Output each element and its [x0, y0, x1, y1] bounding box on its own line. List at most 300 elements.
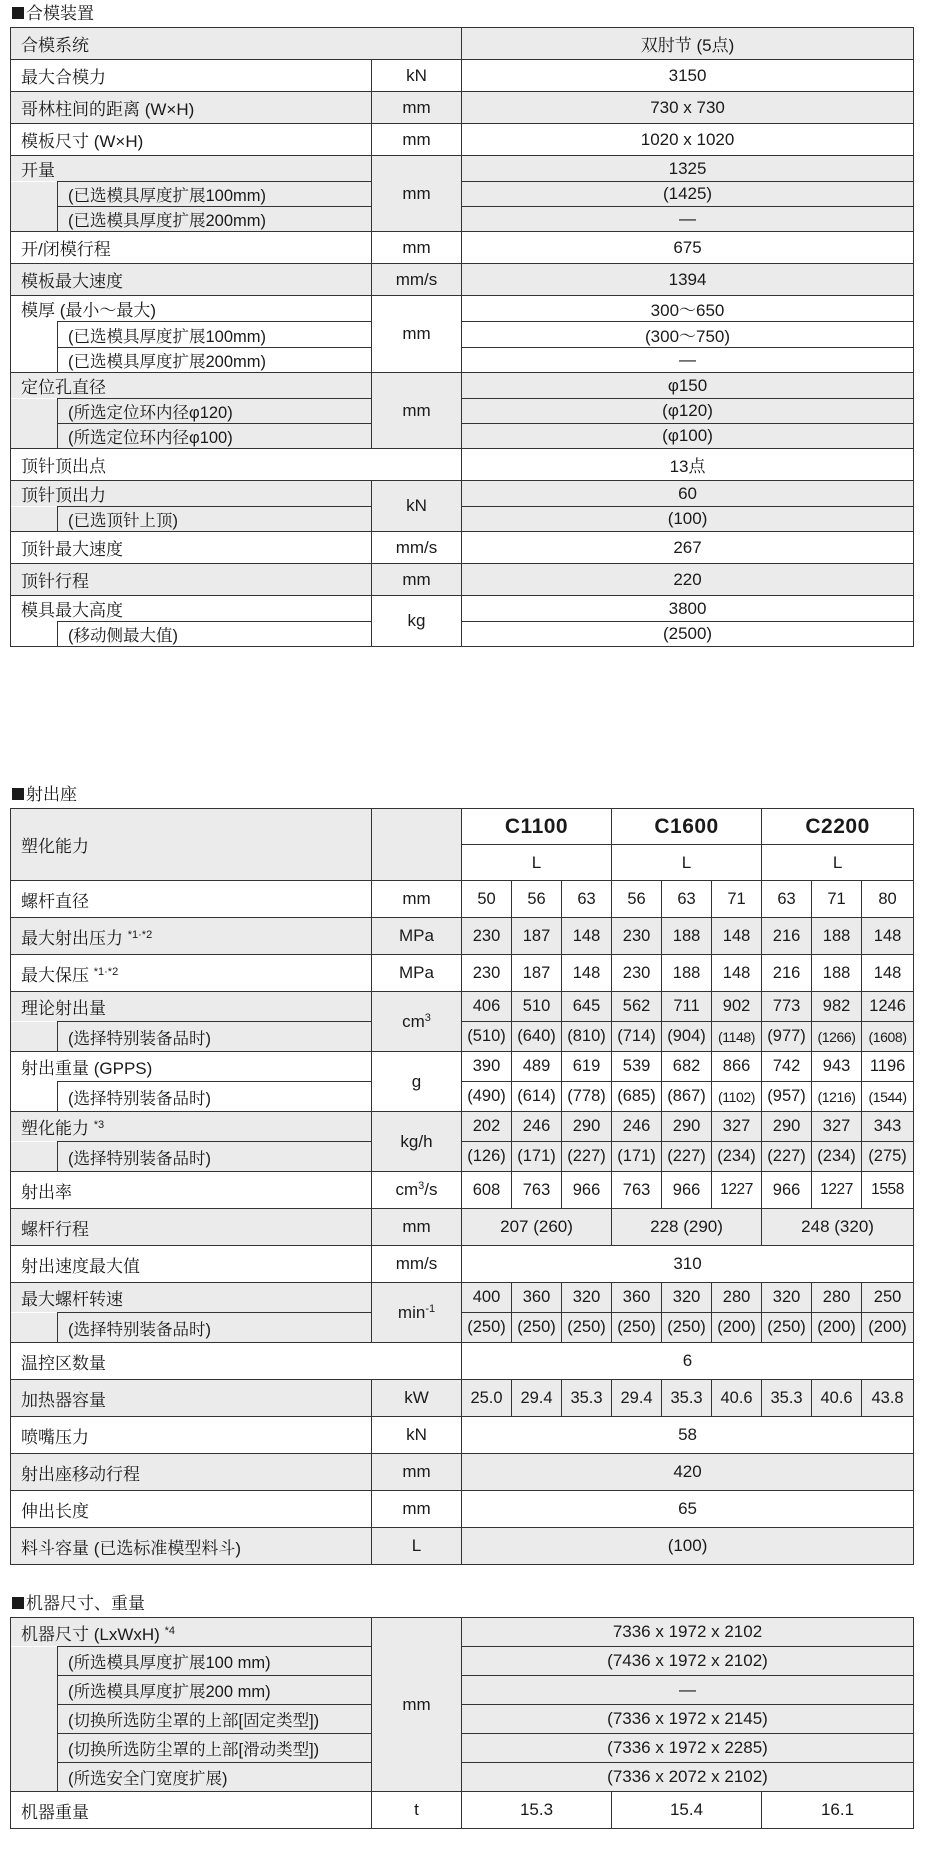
table-cell: (已选顶针上顶): [58, 507, 372, 532]
table-cell: 619: [562, 1052, 612, 1082]
table-cell: 58: [462, 1417, 914, 1454]
table-cell: 40.6: [712, 1380, 762, 1417]
table-cell: 562: [612, 992, 662, 1022]
table-cell: [11, 399, 58, 424]
table-cell: [11, 1647, 58, 1676]
table-cell: 温控区数量: [11, 1343, 462, 1380]
table-cell: 711: [662, 992, 712, 1022]
table-cell: 1246: [862, 992, 914, 1022]
table-cell: 最大合模力: [11, 60, 372, 92]
table-row: [11, 296, 914, 322]
table-row: [11, 424, 914, 449]
table-row: [11, 1417, 914, 1454]
table-row: [11, 1022, 914, 1052]
table-cell: (490): [462, 1082, 512, 1112]
table-cell: [11, 1313, 58, 1343]
table-cell: 290: [662, 1112, 712, 1142]
table-cell: (234): [812, 1142, 862, 1172]
table-cell: 理论射出量: [11, 992, 372, 1022]
table-cell: mm: [372, 373, 462, 449]
table-cell: (171): [612, 1142, 662, 1172]
table-cell: 开量: [11, 156, 372, 182]
table-cell: 伸出长度: [11, 1491, 372, 1528]
table-cell: (685): [612, 1082, 662, 1112]
clamp-system-label: 合模系统: [11, 28, 462, 60]
table-cell: 188: [662, 918, 712, 955]
table-cell: 675: [462, 232, 914, 264]
table-cell: 定位孔直径: [11, 373, 372, 399]
table-cell: 902: [712, 992, 762, 1022]
table-cell: (957): [762, 1082, 812, 1112]
table-cell: 加热器容量: [11, 1380, 372, 1417]
table-row: [11, 596, 914, 622]
table-cell: (1148): [712, 1022, 762, 1052]
table-cell: (275): [862, 1142, 914, 1172]
table-cell: 3800: [462, 596, 914, 622]
table-cell: 360: [612, 1283, 662, 1313]
table-cell: (7336 x 2072 x 2102): [462, 1763, 914, 1792]
table-cell: kg/h: [372, 1112, 462, 1172]
square-bullet-icon: [12, 7, 24, 19]
table-cell: 267: [462, 532, 914, 564]
table-cell: kW: [372, 1380, 462, 1417]
machine-section-title: 机器尺寸、重量: [12, 1594, 145, 1614]
table-cell: 148: [712, 918, 762, 955]
table-row: [11, 1380, 914, 1417]
table-row: [11, 955, 914, 992]
table-cell: 207 (260): [462, 1209, 612, 1246]
table-cell: —: [462, 1676, 914, 1705]
table-cell: MPa: [372, 955, 462, 992]
table-cell: 280: [712, 1283, 762, 1313]
table-cell: 682: [662, 1052, 712, 1082]
table-cell: 射出率: [11, 1172, 372, 1209]
table-cell: 320: [562, 1283, 612, 1313]
square-bullet-icon: [12, 1597, 24, 1609]
table-cell: 喷嘴压力: [11, 1417, 372, 1454]
table-row: [11, 1052, 914, 1082]
table-row: [11, 156, 914, 182]
table-cell: [372, 845, 462, 881]
table-cell: (227): [762, 1142, 812, 1172]
table-cell: (250): [762, 1313, 812, 1343]
table-cell: 327: [712, 1112, 762, 1142]
table-cell: (1425): [462, 182, 914, 207]
table-cell: (250): [612, 1313, 662, 1343]
table-cell: (7336 x 1972 x 2145): [462, 1705, 914, 1734]
table-cell: 188: [812, 918, 862, 955]
table-cell: (φ120): [462, 399, 914, 424]
table-cell: mm: [372, 1454, 462, 1491]
table-cell: 80: [862, 881, 914, 918]
table-cell: 63: [662, 881, 712, 918]
table-row: [11, 264, 914, 296]
table-cell: [11, 348, 58, 373]
table-cell: (100): [462, 507, 914, 532]
table-row: [11, 1082, 914, 1112]
table-cell: 15.4: [612, 1792, 762, 1829]
table-cell: mm: [372, 564, 462, 596]
table-row: [11, 1528, 914, 1565]
table-cell: [11, 322, 58, 348]
table-row: [11, 399, 914, 424]
table-cell: 35.3: [662, 1380, 712, 1417]
table-cell: (2500): [462, 622, 914, 647]
table-cell: (φ100): [462, 424, 914, 449]
table-cell: 246: [512, 1112, 562, 1142]
table-row: [11, 1705, 914, 1734]
table-cell: 开/闭模行程: [11, 232, 372, 264]
table-cell: (所选模具厚度扩展200 mm): [58, 1676, 372, 1705]
table-cell: mm: [372, 124, 462, 156]
table-cell: (614): [512, 1082, 562, 1112]
table-cell: 773: [762, 992, 812, 1022]
table-cell: (200): [862, 1313, 914, 1343]
table-cell: 148: [562, 918, 612, 955]
table-cell: (切换所选防尘罩的上部[滑动类型]): [58, 1734, 372, 1763]
table-cell: 56: [512, 881, 562, 918]
table-cell: 1196: [862, 1052, 914, 1082]
clamp-table: [10, 27, 914, 647]
table-cell: 43.8: [862, 1380, 914, 1417]
square-bullet-icon: [12, 788, 24, 800]
table-cell: 539: [612, 1052, 662, 1082]
table-cell: (250): [562, 1313, 612, 1343]
table-cell: φ150: [462, 373, 914, 399]
table-cell: —: [462, 348, 914, 373]
clamp-section-title: 合模装置: [12, 4, 94, 24]
machine-table: [10, 1617, 914, 1829]
table-cell: 360: [512, 1283, 562, 1313]
table-cell: (227): [562, 1142, 612, 1172]
model-c1600: C1600: [612, 809, 762, 845]
table-cell: 489: [512, 1052, 562, 1082]
injection-table: [10, 808, 914, 1565]
table-cell: 模具最大高度: [11, 596, 372, 622]
table-cell: [11, 1022, 58, 1052]
table-row: [11, 1792, 914, 1829]
table-cell: (选择特别装备品时): [58, 1313, 372, 1343]
table-cell: 50: [462, 881, 512, 918]
table-cell: (所选定位环内径φ100): [58, 424, 372, 449]
table-cell: 290: [762, 1112, 812, 1142]
table-cell: 645: [562, 992, 612, 1022]
table-cell: 机器重量: [11, 1792, 372, 1829]
table-cell: 742: [762, 1052, 812, 1082]
table-cell: 6: [462, 1343, 914, 1380]
table-cell: 模板最大速度: [11, 264, 372, 296]
table-cell: 320: [662, 1283, 712, 1313]
table-cell: 1227: [712, 1172, 762, 1209]
table-cell: (已选模具厚度扩展100mm): [58, 182, 372, 207]
table-cell: 230: [612, 918, 662, 955]
table-cell: 943: [812, 1052, 862, 1082]
table-cell: kN: [372, 481, 462, 532]
table-row: [11, 207, 914, 232]
table-cell: (7436 x 1972 x 2102): [462, 1647, 914, 1676]
table-cell: 7336 x 1972 x 2102: [462, 1618, 914, 1647]
table-cell: (250): [462, 1313, 512, 1343]
table-cell: 顶针最大速度: [11, 532, 372, 564]
table-cell: 280: [812, 1283, 862, 1313]
table-cell: L: [762, 845, 914, 881]
table-cell: (选择特别装备品时): [58, 1142, 372, 1172]
table-cell: (200): [812, 1313, 862, 1343]
table-cell: (1216): [812, 1082, 862, 1112]
table-cell: 406: [462, 992, 512, 1022]
table-cell: 40.6: [812, 1380, 862, 1417]
table-cell: (已选模具厚度扩展200mm): [58, 207, 372, 232]
table-cell: g: [372, 1052, 462, 1112]
table-cell: 300～650: [462, 296, 914, 322]
table-row: [11, 918, 914, 955]
table-row: [11, 322, 914, 348]
table-cell: $cm^3/s$: [372, 1172, 462, 1209]
table-cell: 35.3: [762, 1380, 812, 1417]
table-row: [11, 564, 914, 596]
table-cell: (200): [712, 1313, 762, 1343]
table-row: [11, 1172, 914, 1209]
table-cell: 966: [662, 1172, 712, 1209]
table-cell: (已选模具厚度扩展200mm): [58, 348, 372, 373]
table-cell: [11, 1734, 58, 1763]
table-cell: 148: [712, 955, 762, 992]
table-cell: (714): [612, 1022, 662, 1052]
table-cell: 35.3: [562, 1380, 612, 1417]
table-cell: [11, 182, 58, 207]
table-cell: 25.0: [462, 1380, 512, 1417]
table-cell: $\min^{-1}$: [372, 1283, 462, 1343]
table-cell: 模厚 (最小～最大): [11, 296, 372, 322]
table-cell: 966: [762, 1172, 812, 1209]
table-row: [11, 809, 914, 845]
table-cell: 29.4: [612, 1380, 662, 1417]
table-cell: 最大保压 $^{*1\cdot*2}$: [11, 955, 372, 992]
table-cell: 1020 x 1020: [462, 124, 914, 156]
table-cell: L: [462, 845, 612, 881]
table-cell: 188: [662, 955, 712, 992]
table-cell: 148: [862, 955, 914, 992]
table-cell: (所选定位环内径φ120): [58, 399, 372, 424]
table-cell: 763: [612, 1172, 662, 1209]
table-cell: 65: [462, 1491, 914, 1528]
table-cell: L: [372, 1528, 462, 1565]
table-cell: 螺杆直径: [11, 881, 372, 918]
table-cell: [11, 1705, 58, 1734]
table-cell: (640): [512, 1022, 562, 1052]
table-cell: 187: [512, 918, 562, 955]
table-cell: 1325: [462, 156, 914, 182]
table-cell: 248 (320): [762, 1209, 914, 1246]
table-cell: 188: [812, 955, 862, 992]
table-cell: 390: [462, 1052, 512, 1082]
table-row: [11, 881, 914, 918]
table-cell: mm: [372, 1491, 462, 1528]
table-row: [11, 1283, 914, 1313]
table-cell: 246: [612, 1112, 662, 1142]
table-cell: 料斗容量 (已选标准模型料斗): [11, 1528, 372, 1565]
table-cell: (100): [462, 1528, 914, 1565]
table-cell: 射出重量 (GPPS): [11, 1052, 372, 1082]
table-cell: (所选模具厚度扩展100 mm): [58, 1647, 372, 1676]
table-cell: (126): [462, 1142, 512, 1172]
table-cell: 3150: [462, 60, 914, 92]
table-cell: 216: [762, 955, 812, 992]
table-cell: 187: [512, 955, 562, 992]
table-cell: 148: [862, 918, 914, 955]
table-row: [11, 1454, 914, 1491]
table-cell: 343: [862, 1112, 914, 1142]
table-cell: mm/s: [372, 532, 462, 564]
table-cell: (904): [662, 1022, 712, 1052]
table-cell: 1394: [462, 264, 914, 296]
table-cell: 螺杆行程: [11, 1209, 372, 1246]
table-row: [11, 60, 914, 92]
table-cell: 56: [612, 881, 662, 918]
table-cell: 230: [462, 918, 512, 955]
table-row: [11, 1209, 914, 1246]
table-row: [11, 1618, 914, 1647]
table-cell: (1544): [862, 1082, 914, 1112]
table-cell: 1558: [862, 1172, 914, 1209]
table-cell: 866: [712, 1052, 762, 1082]
table-cell: 15.3: [462, 1792, 612, 1829]
table-cell: 320: [762, 1283, 812, 1313]
table-cell: mm: [372, 1209, 462, 1246]
table-cell: 最大射出压力 $^{*1\cdot*2}$: [11, 918, 372, 955]
table-row: [11, 449, 914, 481]
table-cell: 608: [462, 1172, 512, 1209]
table-cell: 148: [562, 955, 612, 992]
table-row: [11, 1647, 914, 1676]
table-row: [11, 1142, 914, 1172]
table-cell: —: [462, 207, 914, 232]
table-cell: [11, 507, 58, 532]
table-cell: 202: [462, 1112, 512, 1142]
table-cell: mm: [372, 232, 462, 264]
table-cell: (227): [662, 1142, 712, 1172]
table-cell: (切换所选防尘罩的上部[固定类型]): [58, 1705, 372, 1734]
table-cell: 230: [612, 955, 662, 992]
table-cell: [11, 1082, 58, 1112]
table-cell: 763: [512, 1172, 562, 1209]
table-cell: 16.1: [762, 1792, 914, 1829]
table-cell: 29.4: [512, 1380, 562, 1417]
table-row: [11, 992, 914, 1022]
table-cell: [11, 622, 58, 647]
table-cell: [11, 1763, 58, 1792]
table-cell: $cm^3$: [372, 992, 462, 1052]
table-cell: 顶针顶出点: [11, 449, 462, 481]
table-row: [11, 124, 914, 156]
table-cell: (1266): [812, 1022, 862, 1052]
table-cell: 顶针顶出力: [11, 481, 372, 507]
table-cell: (已选模具厚度扩展100mm): [58, 322, 372, 348]
table-cell: 射出座移动行程: [11, 1454, 372, 1491]
table-cell: mm: [372, 296, 462, 373]
table-cell: L: [612, 845, 762, 881]
table-cell: (1102): [712, 1082, 762, 1112]
table-cell: (选择特别装备品时): [58, 1022, 372, 1052]
table-row: [11, 1343, 914, 1380]
table-cell: 420: [462, 1454, 914, 1491]
table-row: [11, 1246, 914, 1283]
table-row: [11, 348, 914, 373]
table-cell: (250): [512, 1313, 562, 1343]
table-cell: mm/s: [372, 1246, 462, 1283]
table-cell: 510: [512, 992, 562, 1022]
clamp-system-value: 双肘节 (5点): [462, 28, 914, 60]
table-cell: 机器尺寸 (LxWxH) $^{*4}$: [11, 1618, 372, 1647]
table-cell: 250: [862, 1283, 914, 1313]
table-cell: (300～750): [462, 322, 914, 348]
table-cell: (867): [662, 1082, 712, 1112]
table-cell: (171): [512, 1142, 562, 1172]
table-cell: 966: [562, 1172, 612, 1209]
table-cell: kN: [372, 1417, 462, 1454]
table-cell: 290: [562, 1112, 612, 1142]
table-row: [11, 92, 914, 124]
table-row: [11, 232, 914, 264]
table-row: [11, 1734, 914, 1763]
table-cell: [372, 809, 462, 845]
table-cell: 塑化能力 $^{*3}$: [11, 1112, 372, 1142]
table-cell: 220: [462, 564, 914, 596]
table-cell: 最大螺杆转速: [11, 1283, 372, 1313]
table-row: [11, 1763, 914, 1792]
table-cell: t: [372, 1792, 462, 1829]
table-row: [11, 532, 914, 564]
table-cell: 400: [462, 1283, 512, 1313]
table-cell: 730 x 730: [462, 92, 914, 124]
table-cell: 310: [462, 1246, 914, 1283]
table-cell: MPa: [372, 918, 462, 955]
injection-section-title: 射出座: [12, 785, 77, 805]
table-cell: kN: [372, 60, 462, 92]
model-c1100: C1100: [462, 809, 612, 845]
table-cell: 982: [812, 992, 862, 1022]
table-cell: 顶针行程: [11, 564, 372, 596]
table-cell: 模板尺寸 (W×H): [11, 124, 372, 156]
table-cell: 射出速度最大值: [11, 1246, 372, 1283]
table-cell: (1608): [862, 1022, 914, 1052]
table-cell: (选择特别装备品时): [58, 1082, 372, 1112]
table-row: [11, 1313, 914, 1343]
table-cell: 13点: [462, 449, 914, 481]
table-cell: (510): [462, 1022, 512, 1052]
table-cell: 63: [562, 881, 612, 918]
plasticizing-header: 塑化能力: [11, 809, 372, 881]
table-row: [11, 28, 914, 60]
table-cell: 63: [762, 881, 812, 918]
table-row: [11, 182, 914, 207]
table-cell: 71: [812, 881, 862, 918]
table-cell: (778): [562, 1082, 612, 1112]
table-cell: (810): [562, 1022, 612, 1052]
table-cell: kg: [372, 596, 462, 647]
table-cell: 216: [762, 918, 812, 955]
table-cell: mm: [372, 1618, 462, 1792]
table-cell: (250): [662, 1313, 712, 1343]
table-row: [11, 507, 914, 532]
table-cell: 60: [462, 481, 914, 507]
table-cell: mm: [372, 881, 462, 918]
table-cell: [11, 1676, 58, 1705]
table-row: [11, 1112, 914, 1142]
table-cell: 327: [812, 1112, 862, 1142]
table-cell: 71: [712, 881, 762, 918]
table-cell: (所选安全门宽度扩展): [58, 1763, 372, 1792]
